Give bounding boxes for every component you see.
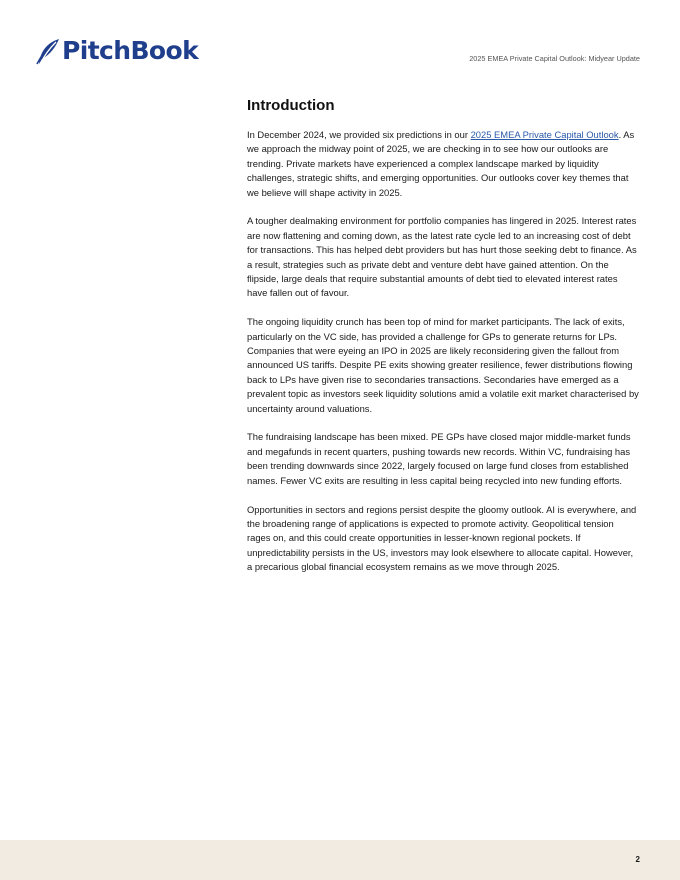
- paragraph-2: A tougher dealmaking environment for portfolio companies has lingered in 2025. Interest rates are now flattening and coming down, as the latest rate cycle led to an increasing cost of debt for transactions. This has helped debt providers but has hurt those seeking debt to finance. As a result, strategies such as private debt and venture debt have gained attention. On the flipside, large deals that require substantial amounts of debt tied to elevated interest rates have fallen out of favour.: [247, 215, 637, 299]
- paragraph-1-intro: In December 2024, we provided six predictions in our: [247, 129, 471, 140]
- feather-logo-icon: [36, 37, 60, 65]
- paragraph-3: The ongoing liquidity crunch has been top of mind for market participants. The lack of exits, particularly on the VC side, has provided a challenge for GPs to generate returns for LPs. Companies that were eyeing an IPO in 2025 are likely reconsidering given the fallout from announced US tariffs. Despite PE exits showing greater resilience, fewer distributions flowing back to LPs have given rise to secondaries transactions. Secondaries have emerged as a prevalent topic as investors seek liquidity solutions amid a volatile exit market characterised by uncertainty around valuations.: [247, 316, 639, 414]
- section-title: Introduction: [247, 97, 335, 114]
- page-footer: [0, 840, 680, 880]
- outlook-report-link[interactable]: 2025 EMEA Private Capital Outlook: [470, 129, 619, 140]
- document-title: 2025 EMEA Private Capital Outlook: Midyear Update: [469, 54, 640, 63]
- paragraph-1: [247, 128, 639, 200]
- paragraph-1-rest: . As we approach the midway point of 2025, we are checking in to see how our outlooks are trending. Private markets have experienced a complex landscape marked by liquidity challenges, strategic shifts, and emerging opportunities. Our outlooks cover key themes that we believe will shape activity in 2025.: [247, 129, 635, 198]
- page-number: 2: [635, 855, 640, 864]
- main-content: [247, 96, 639, 589]
- logo-wordmark: PitchBook: [62, 36, 199, 65]
- paragraph-5: Opportunities in sectors and regions persist despite the gloomy outlook. AI is everywhere, and the broadening range of applications is expected to promote activity. Geopolitical tension rages on, and this could create opportunities in lesser-known regional pockets. If unpredictability persists in the US, investors may look elsewhere to allocate capital. However, a precarious global financial ecosystem remains as we move through 2025.: [247, 503, 637, 573]
- paragraph-4: The fundraising landscape has been mixed. PE GPs have closed major middle-market funds and megafunds in recent quarters, pushing towards new records. Within VC, fundraising has been trending downwards since 2022, largely focused on large fund closes from established names. Fewer VC exits are resulting in less capital being recycled into new funding efforts.: [247, 431, 631, 486]
- pitchbook-logo[interactable]: [36, 36, 198, 66]
- page-header: [0, 0, 680, 80]
